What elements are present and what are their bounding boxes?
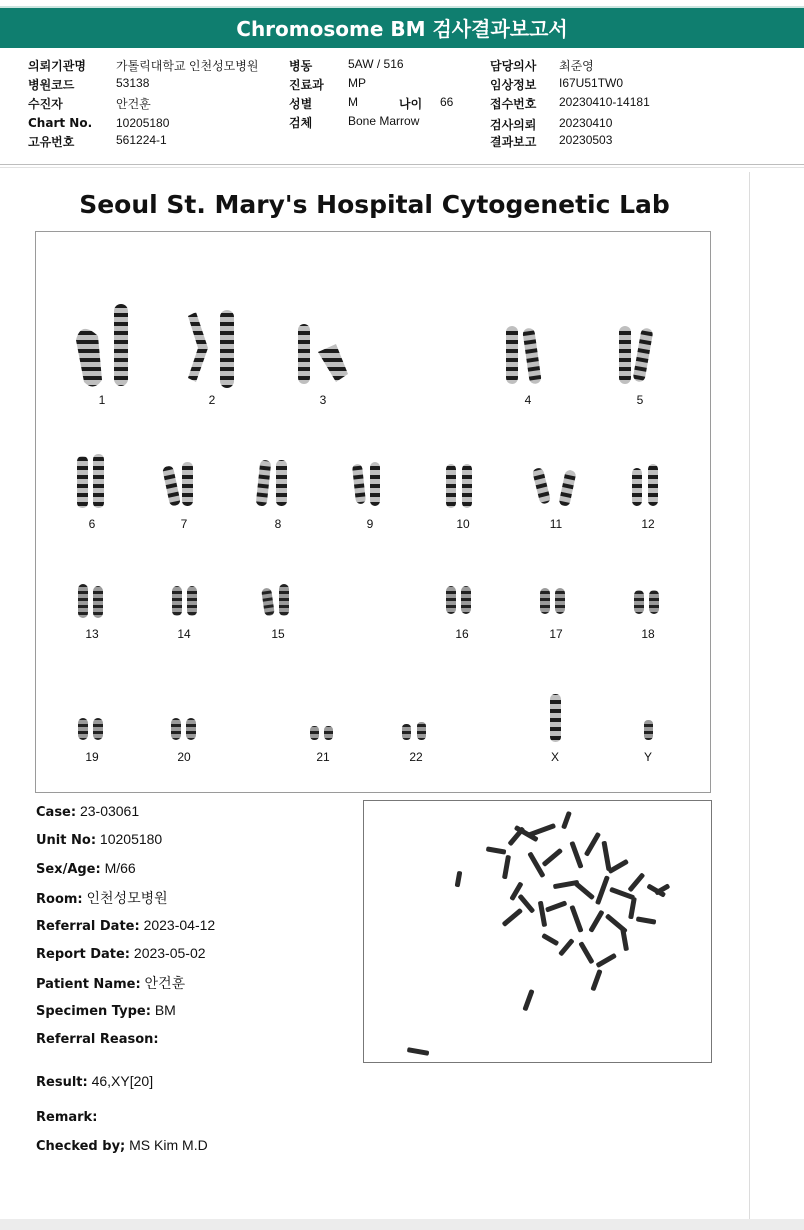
field-value-sex: M <box>348 95 358 109</box>
karyo-label-20: 20 <box>177 750 191 764</box>
karyo-label-17: 17 <box>549 627 563 641</box>
field-label-sex: 성별 <box>289 97 313 111</box>
detail-referral-date: Referral Date: 2023-04-12 <box>36 917 216 934</box>
chromosome-pair-8 <box>256 460 287 507</box>
karyo-label-15: 15 <box>271 627 285 641</box>
field-label-test-request: 검사의뢰 <box>490 118 537 132</box>
karyo-label-12: 12 <box>641 517 655 531</box>
chromosome-pair-11 <box>532 467 577 507</box>
detail-specimen-type: Specimen Type: BM <box>36 1002 176 1019</box>
chromosome-pair-7 <box>162 462 193 507</box>
detail-room: Room: 인천성모병원 <box>36 890 168 907</box>
karyo-label-8: 8 <box>274 517 282 531</box>
field-value-test-request: 20230410 <box>559 116 613 130</box>
lab-title: Seoul St. Mary's Hospital Cytogenetic Lab <box>79 190 670 219</box>
karyo-label-x: X <box>550 750 559 764</box>
karyo-label-2: 2 <box>208 393 216 407</box>
chromosome-pair-18 <box>634 590 659 614</box>
karyogram-panel <box>35 231 711 793</box>
detail-remark: Remark: <box>36 1110 98 1125</box>
field-label-result-report: 결과보고 <box>490 135 537 149</box>
chromosome-pair-1 <box>76 304 128 387</box>
chromosome-y <box>644 720 653 740</box>
karyo-label-19: 19 <box>85 750 99 764</box>
detail-unit-no: Unit No: 10205180 <box>36 831 163 848</box>
metaphase-spread-image <box>364 801 711 1062</box>
header-divider <box>0 164 804 165</box>
chromosome-pair-14 <box>172 586 197 616</box>
field-label-age: 나이 <box>399 97 423 111</box>
field-label-hospital-code: 병원코드 <box>28 78 75 92</box>
karyo-label-3: 3 <box>319 393 327 407</box>
karyo-label-13: 13 <box>85 627 99 641</box>
karyogram-image <box>36 232 712 794</box>
chromosome-pair-10 <box>446 464 472 508</box>
karyo-label-21: 21 <box>316 750 330 764</box>
chromosome-pair-3 <box>298 324 348 384</box>
detail-referral-reason: Referral Reason: <box>36 1032 159 1047</box>
chromosome-pair-6 <box>77 454 104 508</box>
chromosome-pair-9 <box>352 462 380 506</box>
field-value-patient: 안건훈 <box>116 97 151 111</box>
field-value-unique-no: 561224-1 <box>116 133 167 147</box>
field-value-chart-no: 10205180 <box>116 116 170 130</box>
chromosome-pair-2 <box>188 310 234 388</box>
karyo-label-5: 5 <box>636 393 644 407</box>
detail-checked-by: Checked by; MS Kim M.D <box>36 1137 208 1154</box>
field-label-patient: 수진자 <box>28 97 63 111</box>
chromosome-pair-12 <box>632 464 658 506</box>
karyo-label-10: 10 <box>456 517 470 531</box>
field-label-chart-no: Chart No. <box>28 116 93 130</box>
field-value-age: 66 <box>440 95 454 109</box>
field-label-clinical-info: 임상정보 <box>490 78 537 92</box>
chromosome-pair-17 <box>540 588 565 614</box>
field-value-clinical-info: I67U51TW0 <box>559 76 624 90</box>
chromosome-pair-19 <box>78 718 103 740</box>
field-label-ward: 병동 <box>289 59 313 73</box>
chromosome-pair-20 <box>171 718 196 740</box>
chromosome-x <box>550 694 561 742</box>
karyo-label-16: 16 <box>455 627 469 641</box>
field-value-ward: 5AW / 516 <box>348 57 404 71</box>
field-value-physician: 최준영 <box>559 59 594 73</box>
karyo-label-7: 7 <box>180 517 188 531</box>
chromosome-pair-22 <box>402 722 426 740</box>
detail-patient-name: Patient Name: 안건훈 <box>36 975 186 992</box>
field-label-department: 진료과 <box>289 78 324 92</box>
field-value-department: MP <box>348 76 366 90</box>
field-label-specimen: 검체 <box>289 116 313 130</box>
chromosome-pair-13 <box>78 584 103 618</box>
karyo-label-6: 6 <box>88 517 96 531</box>
karyo-label-y: Y <box>643 750 652 764</box>
chromosome-pair-15 <box>261 584 289 617</box>
field-value-result-report: 20230503 <box>559 133 613 147</box>
field-label-institution: 의뢰기관명 <box>28 59 86 73</box>
karyo-label-14: 14 <box>177 627 191 641</box>
karyo-label-9: 9 <box>366 517 374 531</box>
header-divider-shadow <box>0 167 804 168</box>
detail-report-date: Report Date: 2023-05-02 <box>36 945 206 962</box>
report-title-bar: Chromosome BM 검사결과보고서 <box>0 6 804 48</box>
karyo-label-22: 22 <box>409 750 423 764</box>
metaphase-image-panel <box>363 800 712 1063</box>
field-label-unique-no: 고유번호 <box>28 135 75 149</box>
karyo-label-18: 18 <box>641 627 655 641</box>
chromosome-pair-16 <box>446 586 471 614</box>
field-value-institution: 가톨릭대학교 인천성모병원 <box>116 59 259 73</box>
karyo-label-1: 1 <box>98 393 106 407</box>
chromosome-pair-4 <box>506 326 542 385</box>
detail-sex-age: Sex/Age: M/66 <box>36 860 136 877</box>
field-value-hospital-code: 53138 <box>116 76 150 90</box>
field-label-receipt-no: 접수번호 <box>490 97 537 111</box>
field-value-receipt-no: 20230410-14181 <box>559 95 650 109</box>
karyo-label-4: 4 <box>524 393 532 407</box>
page-bottom-strip <box>0 1219 804 1230</box>
chromosome-pair-5 <box>619 326 654 384</box>
detail-case: Case: 23-03061 <box>36 803 140 820</box>
chromosome-pair-21 <box>310 726 333 740</box>
detail-result: Result: 46,XY[20] <box>36 1073 154 1090</box>
karyo-label-11: 11 <box>549 517 563 531</box>
field-label-physician: 담당의사 <box>490 59 537 73</box>
field-value-specimen: Bone Marrow <box>348 114 420 128</box>
